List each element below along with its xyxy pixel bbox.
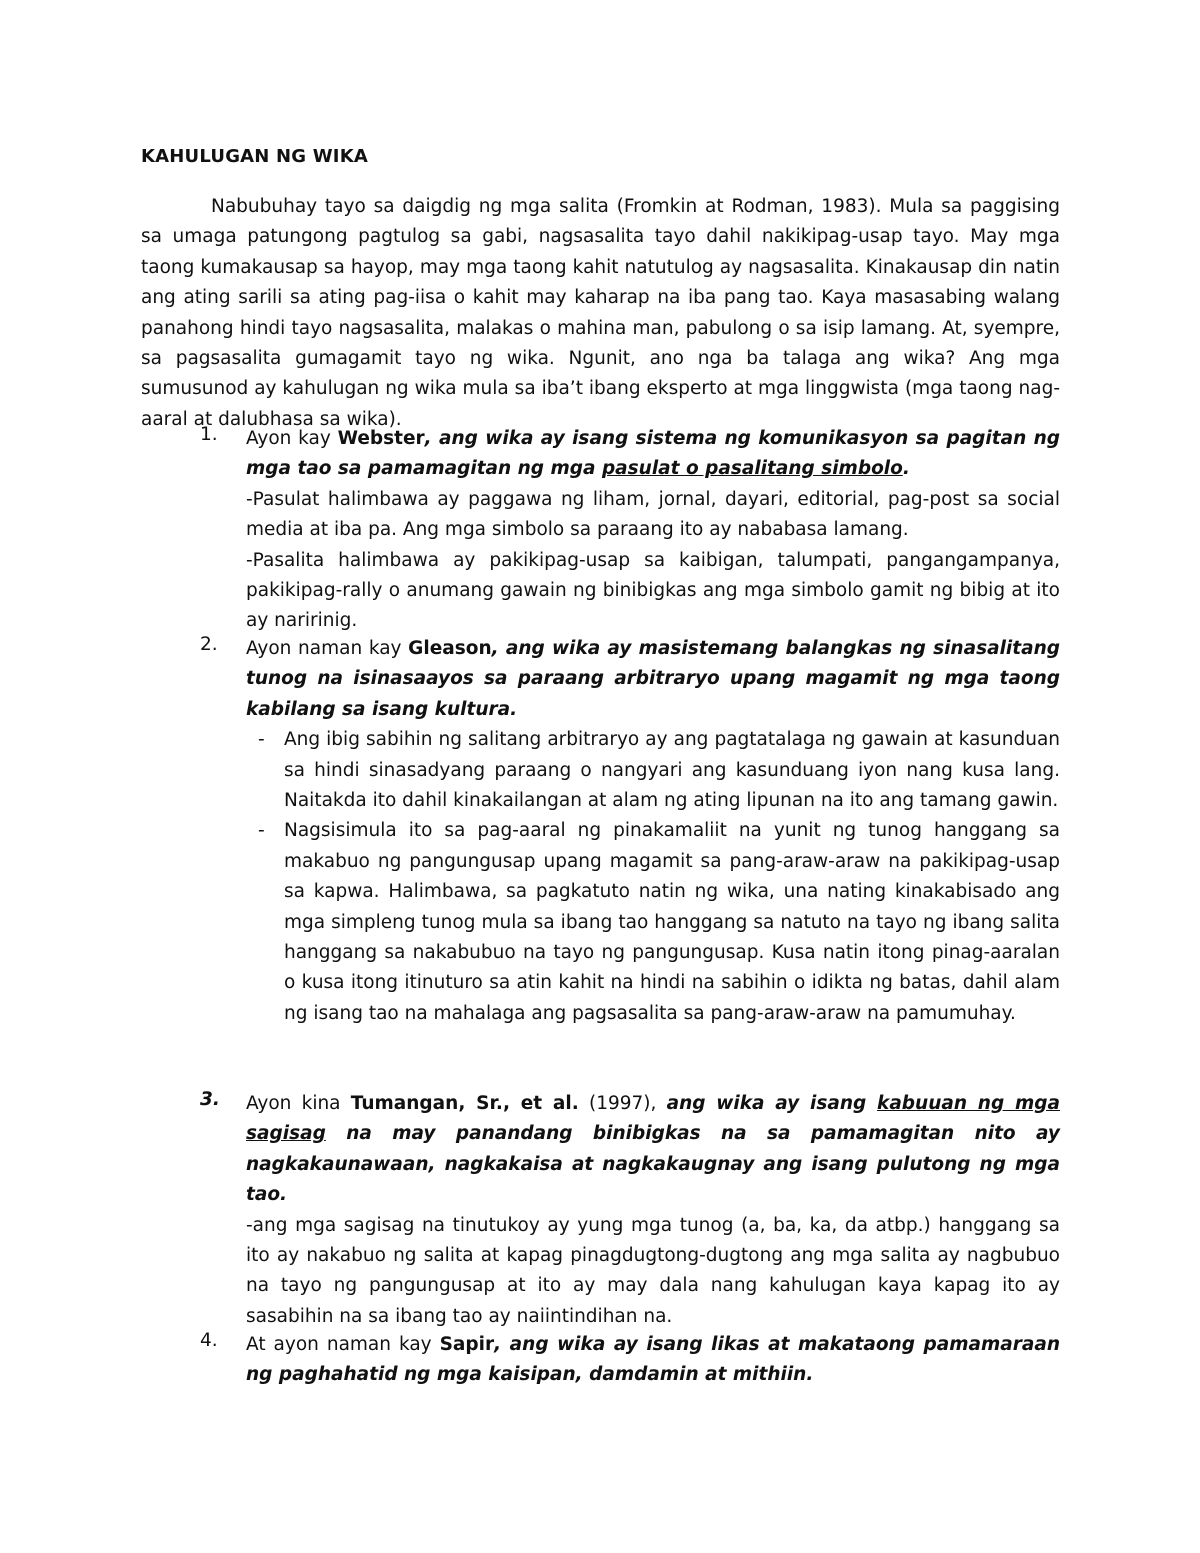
expert-name: Tumangan, Sr., et al. <box>350 1093 579 1114</box>
list-item <box>246 816 1060 1029</box>
definition-underlined: kabuuan ng mga sagisag <box>246 1093 1060 1145</box>
definition-text: , ang wika ay isang likas at makataong pamamaraan ng paghahatid ng mga kaisipan, damdamin at mithiin. <box>246 1334 1060 1386</box>
document-title: KAHULUGAN NG WIKA <box>141 146 368 167</box>
note-pasalita: -Pasalita halimbawa ay pakikipag-usap sa kaibigan, talumpati, pangangampanya, pakikipag-rally o anumang gawain ng binibigkas ang mga simbolo gamit ng bibig at ito ay naririnig. <box>246 549 1060 632</box>
note-pasulat: -Pasulat halimbawa ay paggawa ng liham, jornal, dayari, editorial, pag-post sa social media at iba pa. Ang mga simbolo sa paraang ito ay nababasa lamang. <box>246 488 1060 541</box>
definition-lead <box>246 634 1060 725</box>
definition-prefix: At ayon naman kay <box>246 1334 440 1355</box>
dash-marker: - <box>258 820 265 842</box>
definition-lead <box>246 1089 1060 1211</box>
intro-paragraph <box>141 192 1060 435</box>
publication-year: (1997), <box>578 1093 667 1114</box>
definition-item-4 <box>200 1330 1060 1391</box>
dash-marker: - <box>258 729 265 751</box>
item-number: 3. <box>200 1089 220 1110</box>
definition-text: ang wika ay isang <box>666 1093 878 1114</box>
definition-prefix: Ayon kay <box>246 428 338 449</box>
item-number: 1. <box>200 424 218 445</box>
note-sagisag: -ang mga sagisag na tinutukoy ay yung mga tunog (a, ba, ka, da atbp.) hanggang sa ito ay nakabuo ng salita at kapag pinagdugtong-dugtong ang mga salita ay nagbubuo na tayo ng pangungusap at ito ay may dala nang kahulugan kaya kapag ito ay sasabihin na sa ibang tao ay naiintindihan na. <box>246 1214 1060 1327</box>
item-number: 2. <box>200 634 218 655</box>
definition-lead <box>246 1330 1060 1391</box>
definition-text: , ang wika ay isang sistema ng komunikasyon sa pagitan ng mga tao sa pamamagitan ng mga <box>246 428 1060 480</box>
list-item <box>246 725 1060 816</box>
definition-prefix: Ayon naman kay <box>246 638 409 659</box>
definition-item-1 <box>200 424 1060 637</box>
item-number: 4. <box>200 1330 218 1351</box>
definition-lead <box>246 424 1060 485</box>
expert-name: Sapir <box>439 1334 495 1355</box>
definition-item-2 <box>200 634 1060 1029</box>
list-item-text: Ang ibig sabihin ng salitang arbitraryo ay ang pagtatalaga ng gawain at kasunduan sa hindi sinasadyang paraang o nangyari ang kasunduang iyon nang kusa lang. Naitakda ito dahil kinakailangan at alam ng ating lipunan na ito ang tamang gawin. <box>284 729 1060 812</box>
bullet-list <box>246 725 1060 1029</box>
definition-underlined: pasulat o pasalitang simbolo <box>601 458 903 480</box>
definition-text: , ang wika ay masistemang balangkas ng sinasalitang tunog na isinasaayos sa paraang arbitraryo upang magamit ng mga taong kabilang sa isang kultura. <box>246 638 1061 720</box>
expert-name: Webster <box>337 428 425 449</box>
list-item-text: Nagsisimula ito sa pag-aaral ng pinakamaliit na yunit ng tunog hanggang sa makabuo ng pangungusap upang magamit sa pang-araw-araw na pakikipag-usap sa kapwa. Halimbawa, sa pagkatuto natin ng wika, una nating kinakabisado ang mga simpleng tunog mula sa ibang tao hanggang sa natuto na tayo ng ibang salita hanggang sa nakabubuo na tayo ng pangungusap. Kusa natin itong pinag-aaralan o kusa itong itinuturo sa atin kahit na hindi na sabihin o idikta ng batas, dahil alam ng isang tao na mahalaga ang pagsasalita sa pang-araw-araw na pamumuhay. <box>284 820 1060 1024</box>
definition-prefix: Ayon kina <box>246 1093 351 1114</box>
intro-text: Nabubuhay tayo sa daigdig ng mga salita (Fromkin at Rodman, 1983). Mula sa paggising sa umaga patungong pagtulog sa gabi, nagsasalita tayo dahil nakikipag-usap tayo. May mga taong kumakausap sa hayop, may mga taong kahit natutulog ay nagsasalita. Kinakausap din natin ang ating sarili sa ating pag-iisa o kahit may kaharap na iba pang tao. Kaya masasabing walang panahong hindi tayo nagsasalita, malakas o mahina man, pabulong o sa isip lamang. At, syempre, sa pagsasalita gumagamit tayo ng wika. Ngunit, ano nga ba talaga ang wika? Ang mga sumusunod ay kahulugan ng wika mula sa iba’t ibang eksperto at mga linggwista (mga taong nag-aaral at dalubhasa sa wika). <box>141 196 1060 430</box>
expert-name: Gleason <box>408 638 492 659</box>
definition-end: . <box>902 458 910 480</box>
definition-end: na may panandang binibigkas na sa pamamagitan nito ay nagkakaunawaan, nagkakaisa at nagkakaugnay ang isang pulutong ng mga tao. <box>246 1123 1060 1206</box>
definition-item-3 <box>200 1089 1060 1332</box>
